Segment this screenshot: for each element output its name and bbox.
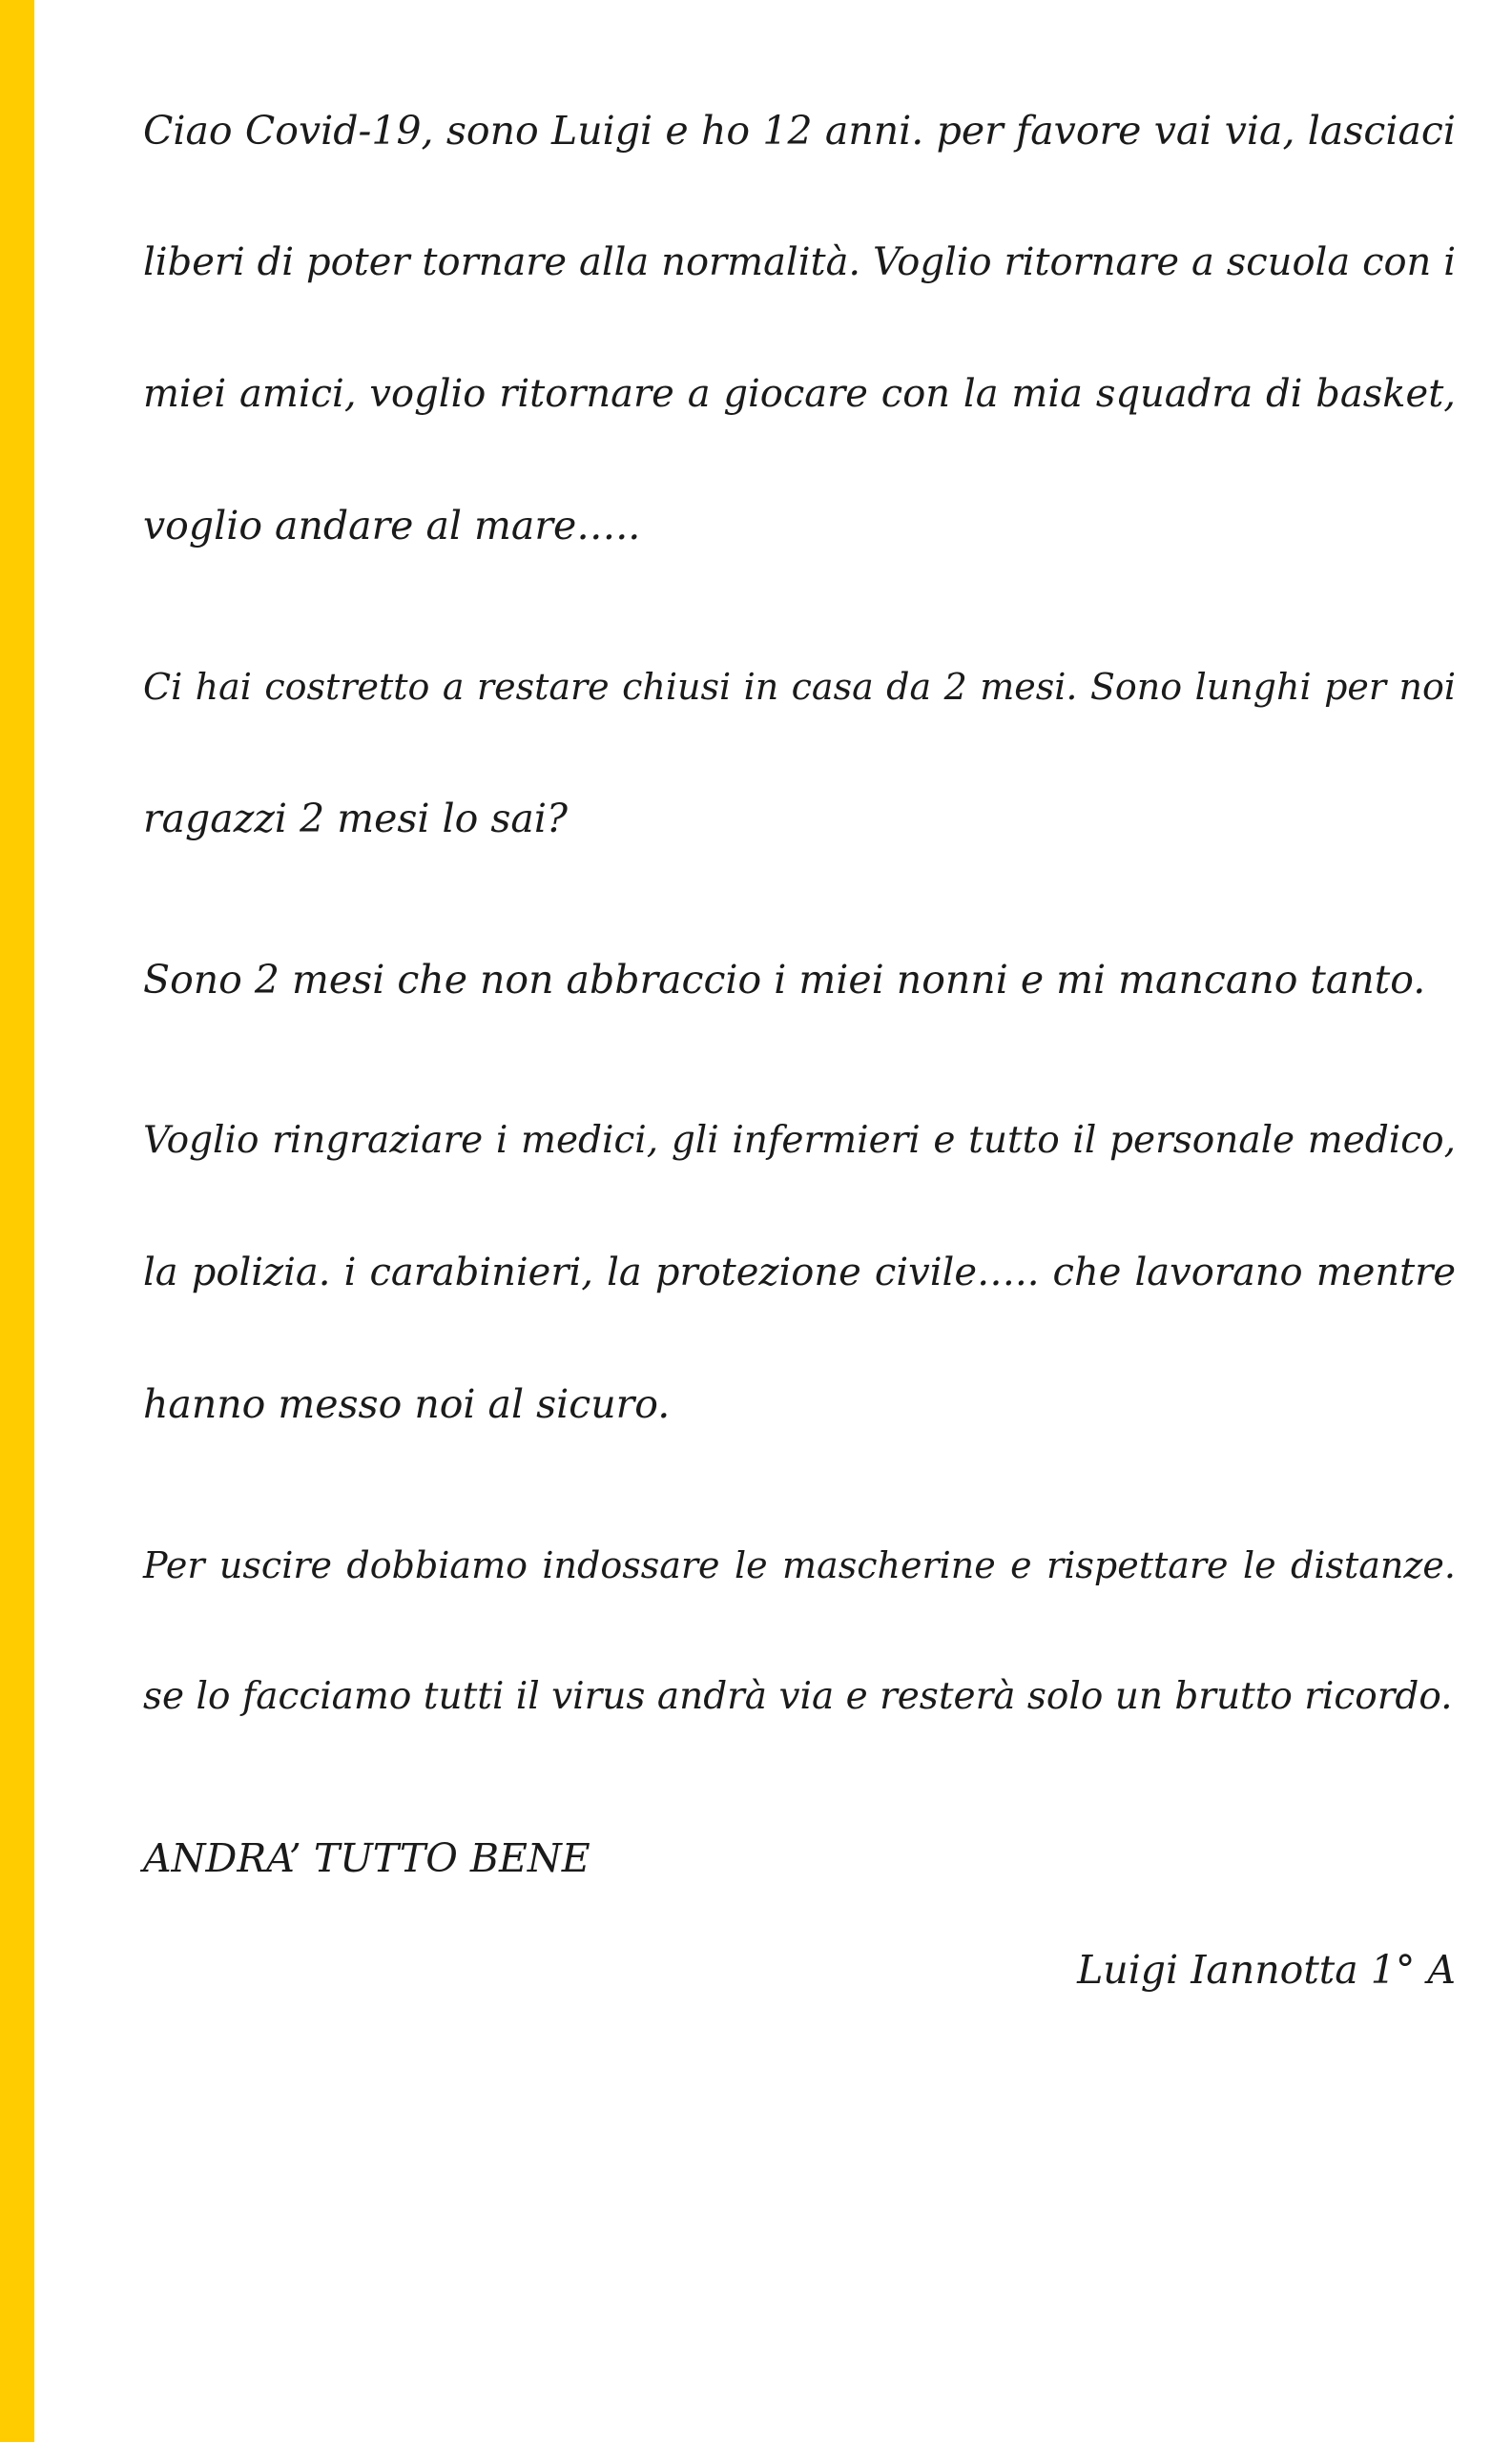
accent-bar [0, 0, 34, 2442]
paragraph-thanks [143, 1075, 1456, 1470]
letter-line: Sono 2 mesi che non abbraccio i miei nonni e mi mancano tanto. [143, 957, 1426, 1003]
letter-line: Ci hai costretto a restare chiusi in casa da 2 mesi. Sono lunghi per noi [143, 666, 1456, 708]
letter-body [143, 65, 1456, 1954]
paragraph-greeting [143, 65, 1456, 591]
paragraph-rules [143, 1500, 1456, 1763]
closing-line: ANDRA’ TUTTO BENE [143, 1835, 590, 1881]
letter-line: hanno messo noi al sicuro. [143, 1381, 671, 1427]
letter-line: Voglio ringraziare i medici, gli infermieri e tutto il personale medico, [143, 1119, 1456, 1162]
signature: Luigi Iannotta 1° A [1077, 1947, 1456, 1993]
letter-line: la polizia. i carabinieri, la protezione civile….. che lavorano mentre [143, 1251, 1456, 1294]
letter-line: voglio andare al mare….. [143, 503, 641, 548]
letter-line: Ciao Covid-19, sono Luigi e ho 12 anni. per favore vai via, lasciaci [143, 108, 1456, 154]
letter-line: se lo facciamo tutti il virus andrà via e resterà solo un brutto ricordo. [143, 1675, 1453, 1718]
letter-line: ragazzi 2 mesi lo sai? [143, 796, 568, 841]
paragraph-lockdown [143, 621, 1456, 884]
letter-line: liberi di poter tornare alla normalità. Voglio ritornare a scuola con i [143, 240, 1456, 284]
letter-line: miei amici, voglio ritornare a giocare con la mia squadra di basket, [143, 372, 1456, 416]
paragraph-grandparents [143, 914, 1456, 1045]
letter-line: Per uscire dobbiamo indossare le mascherine e rispettare le distanze. [143, 1544, 1456, 1586]
